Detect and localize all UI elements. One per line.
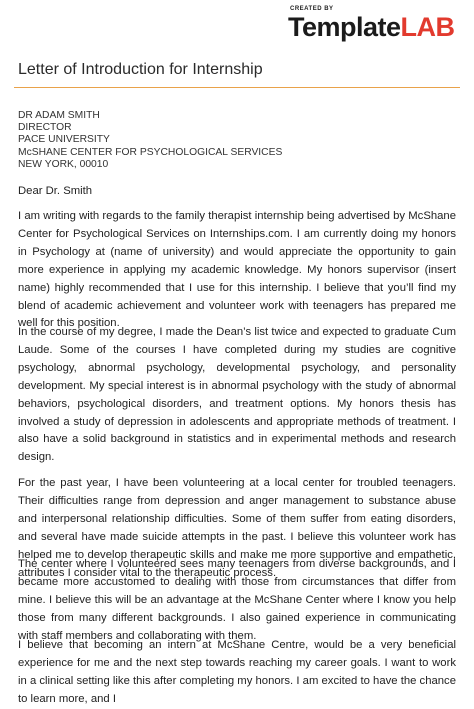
logo-wordmark xyxy=(288,12,455,43)
paragraph-text: For the past year, I have been volunteering at a local center for troubled teenagers. Their difficulties range from depression and anger management to substance abuse and interpersonal relationship difficulties. Some of them suffer from eating disorders, and several have made suicide attempts in the past. I believe this volunteer work has helped me to develop therapeutic skills and make me more supportive and empathetic, attributes I consider vital to the therapeutic process. xyxy=(18,477,456,579)
paragraph-text: In the course of my degree, I made the Dean’s list twice and expected to graduate Cum Laude. Some of the courses I have completed during my studies are cognitive psychology, abnormal psychology, developmental psychology, and personality development. My special interest is in abnormal psychology with the study of abnormal behaviors, psychological disorders, and treatment options. My honors thesis has involved a study of depression in adolescents and appropriate methods of treatment. I also have a solid background in statistics and in experimental methods and research design. xyxy=(18,326,456,464)
logo-name-template: Template xyxy=(288,12,401,42)
salutation: Dear Dr. Smith xyxy=(18,185,93,197)
letter-paragraph xyxy=(18,324,456,467)
logo-name-lab: LAB xyxy=(400,12,455,42)
templatelab-logo xyxy=(288,6,458,46)
address-line: DIRECTOR xyxy=(18,122,72,134)
address-line: DR ADAM SMITH xyxy=(18,110,100,121)
paragraph-text: I believe that becoming an intern at McShane Centre, would be a very beneficial experience for me and the next step towards reaching my career goals. I want to work in a clinical setting like this after completing my honors. I am excited to have the chance to learn more, and I xyxy=(18,639,456,705)
address-line: PACE UNIVERSITY xyxy=(18,134,110,146)
paragraph-text: I am writing with regards to the family therapist internship being advertised by McShane Center for Psychological Services on Internships.com. I am currently doing my honors in Psychology at (name of university) and would appreciate the opportunity to gain more experience in applying my academic knowledge. My honors supervisor (insert name) highly recommended that I use for this internship. I believe that you’ll find my blend of academic achievement and volunteer work with teenagers has prepared me well for this position. xyxy=(18,210,456,330)
letter-paragraph xyxy=(18,208,456,333)
paragraph-text: The center where I volunteered sees many teenagers from diverse backgrounds, and I became more accustomed to dealing with those from circumstances that differ from mine. I believe this will be an advantage at the McShane Center where I know you help those from many different backgrounds. I also gained experience in communicating with staff members and collaborating with them. xyxy=(18,558,456,642)
recipient-address xyxy=(18,110,282,171)
letter-paragraph xyxy=(18,637,456,709)
letter-paragraph xyxy=(18,556,456,646)
title-divider xyxy=(14,87,460,88)
address-line: NEW YORK, 00010 xyxy=(18,158,109,170)
document-title: Letter of Introduction for Internship xyxy=(18,61,263,78)
address-line: MᴄSHANE CENTER FOR PSYCHOLOGICAL SERVICES xyxy=(18,146,283,158)
logo-created-by: CREATED BY xyxy=(290,6,334,12)
